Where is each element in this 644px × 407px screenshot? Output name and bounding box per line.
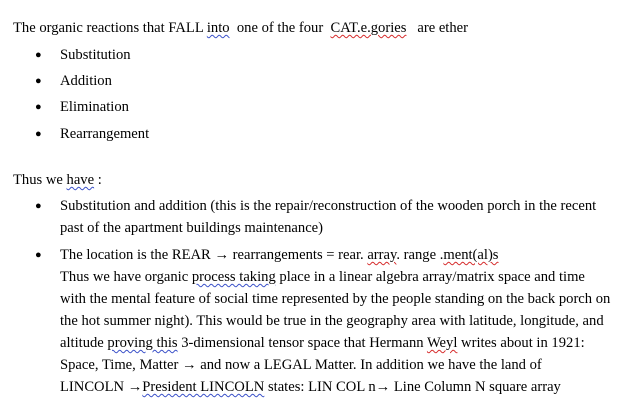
line-text: states: LIN COL n — [264, 379, 376, 395]
spelling-flag-array[interactable]: array — [367, 247, 397, 263]
item-line — [60, 244, 640, 266]
bullet-icon: ● — [35, 249, 42, 261]
right-arrow-icon: → — [375, 379, 391, 395]
item-line — [60, 376, 640, 398]
grammar-flag-have[interactable]: have — [66, 172, 95, 188]
category-item: Elimination — [60, 99, 129, 115]
category-item: Addition — [60, 73, 112, 89]
bullet-icon: ● — [35, 200, 42, 212]
line-text: place in a linear algebra array/matrix space and time — [275, 269, 585, 285]
item-line: with the mental feature of social time represented by the people standing on the back porch on — [60, 291, 611, 307]
grammar-flag-president[interactable]: President LINCOLN — [142, 379, 265, 395]
line-text: and now a LEGAL Matter. In addition we have the land of — [196, 357, 542, 373]
thus-text: Thus we — [13, 172, 67, 188]
thus-paragraph — [13, 169, 102, 191]
item-line: Substitution and addition (this is the repair/reconstruction of the wooden porch in the recent — [60, 198, 597, 214]
grammar-flag-into[interactable]: into — [206, 20, 230, 36]
line-text: Thus we have organic — [60, 269, 192, 285]
spelling-flag-categories[interactable]: CAT.e.gories — [330, 20, 407, 36]
item-line — [60, 266, 640, 288]
intro-text: one of the four — [229, 20, 331, 36]
bullet-icon: ● — [35, 128, 42, 140]
line-text: The location is the REAR — [60, 247, 215, 263]
right-arrow-icon: → — [127, 379, 143, 395]
grammar-flag-proving[interactable]: proving this — [107, 335, 178, 351]
line-text: LINCOLN — [60, 379, 128, 395]
grammar-flag-process[interactable]: process taking — [191, 269, 276, 285]
right-arrow-icon: → — [214, 247, 230, 263]
line-text: 3-dimensional tensor space that Hermann — [177, 335, 427, 351]
item-line: past of the apartment buildings maintenance) — [60, 220, 324, 236]
category-item: Rearrangement — [60, 126, 150, 142]
thus-text: : — [94, 172, 102, 188]
item-line — [60, 332, 640, 354]
intro-paragraph — [13, 17, 468, 39]
list-item-location — [60, 244, 640, 398]
line-text: . range . — [396, 247, 444, 263]
line-text: Space, Time, Matter — [60, 357, 183, 373]
category-item: Substitution — [60, 47, 131, 63]
item-line — [60, 354, 640, 376]
bullet-icon: ● — [35, 49, 42, 61]
list-item-substitution-addition — [60, 195, 640, 239]
line-text: altitude — [60, 335, 108, 351]
line-text: writes about in 1921: — [457, 335, 585, 351]
intro-text: The organic reactions that FALL — [13, 20, 207, 36]
line-text: Line Column N square array — [390, 379, 561, 395]
line-text: rearrangements = rear. — [229, 247, 368, 263]
spelling-flag-weyl[interactable]: Weyl — [426, 335, 458, 351]
item-line: the hot summer night). This would be true in the geography area with latitude, longitude, and — [60, 313, 604, 329]
bullet-icon: ● — [35, 75, 42, 87]
right-arrow-icon: → — [182, 357, 197, 373]
intro-text: are ether — [406, 20, 468, 36]
spelling-flag-mentals[interactable]: ment(al)s — [443, 247, 499, 263]
bullet-icon: ● — [35, 101, 42, 113]
